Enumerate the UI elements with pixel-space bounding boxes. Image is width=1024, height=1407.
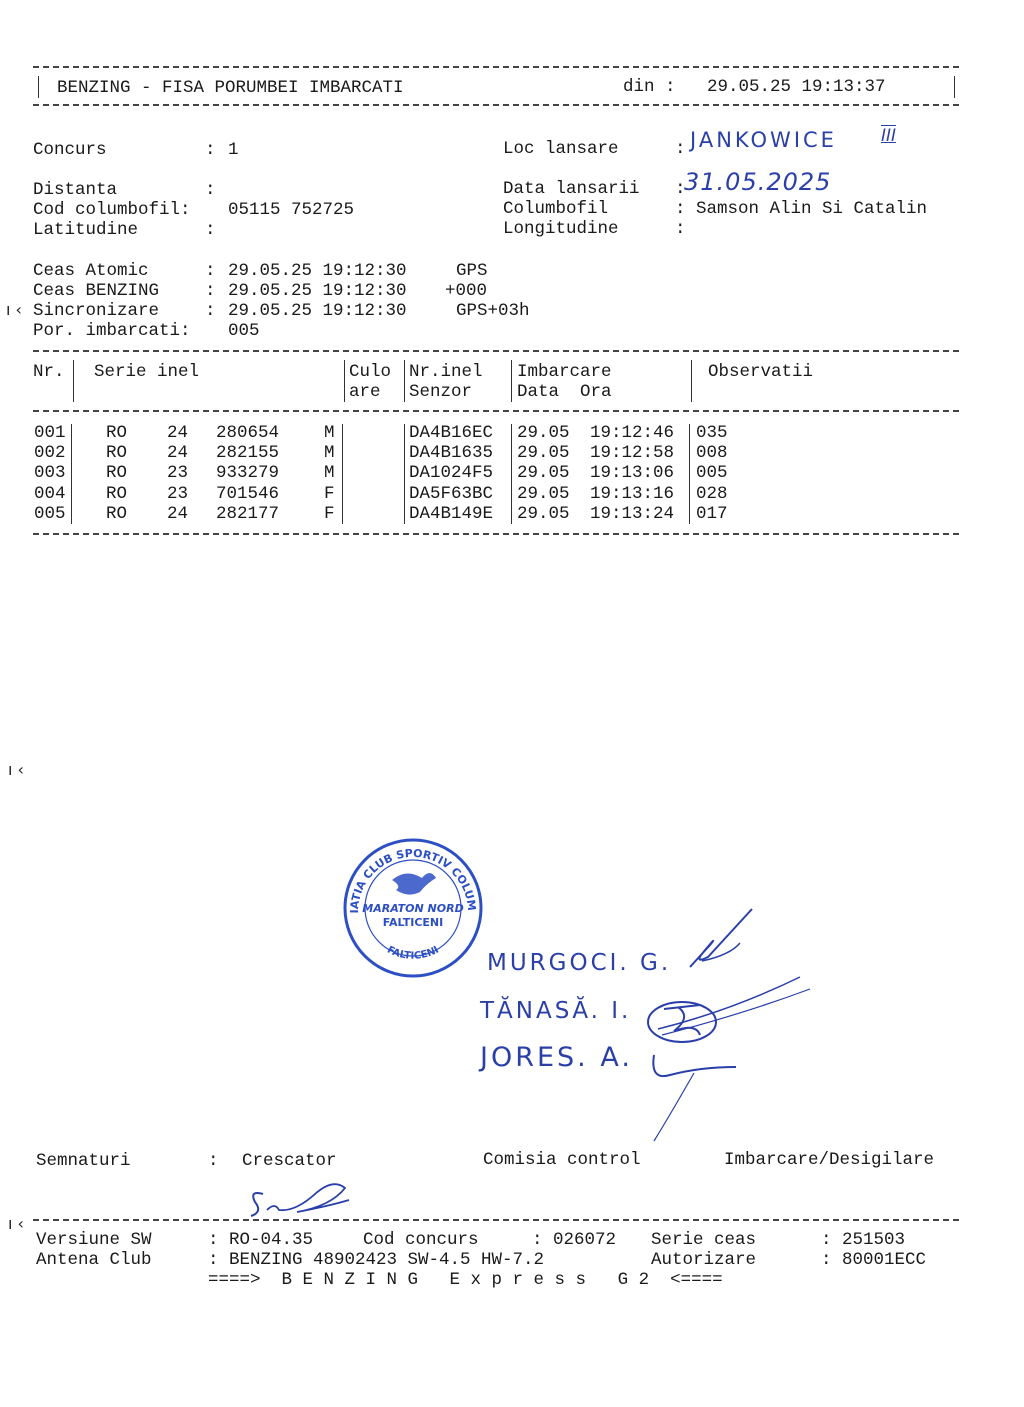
latitudine-colon: :: [205, 220, 216, 240]
concurs-label: Concurs: [33, 140, 107, 160]
cell-data: 29.05: [517, 423, 570, 443]
footer-top-rule: [33, 1219, 959, 1221]
cell-sex: M: [324, 463, 335, 484]
table-bottom-rule: [33, 533, 959, 535]
cell-data: 29.05: [517, 463, 570, 484]
distanta-colon: :: [205, 180, 216, 200]
ceas-benzing-suffix: +000: [445, 281, 488, 301]
sincronizare-value: 29.05.25 19:12:30: [228, 301, 407, 321]
cell-an: 23: [167, 483, 189, 504]
semnaturi-colon: :: [208, 1151, 219, 1171]
crescator-signature: [245, 1172, 355, 1224]
cell-tara: RO: [106, 423, 128, 443]
col-header-imbarcare-1: Imbarcare: [517, 362, 612, 382]
cell-tara: RO: [106, 503, 128, 524]
col-header-imbarcare-2: Data Ora: [517, 382, 612, 402]
ceas-benzing-label: Ceas BENZING: [33, 281, 160, 301]
cell-an: 23: [167, 463, 189, 484]
committee-name-3: JORES. A.: [480, 1042, 633, 1073]
col-header-culoare-2: are: [349, 382, 381, 402]
committee-name-1: MURGOCI. G.: [487, 950, 672, 976]
cell-sex: M: [324, 443, 335, 464]
latitudine-label: Latitudine: [33, 220, 139, 240]
header-din-label: din :: [623, 77, 676, 97]
header-din-value: 29.05.25 19:13:37: [707, 77, 886, 97]
cod-columbofil-label: Cod columbofil:: [33, 200, 191, 220]
ceas-atomic-value: 29.05.25 19:12:30: [228, 261, 407, 281]
cell-tara: RO: [106, 483, 128, 504]
cell-data: 29.05: [517, 483, 570, 504]
col-header-nr: Nr.: [33, 362, 65, 382]
sincronizare-colon: :: [205, 301, 216, 321]
cell-an: 24: [167, 423, 189, 443]
table-col-divider: [404, 360, 405, 402]
por-imbarcati-value: 005: [228, 321, 260, 341]
serie-ceas-value: : 251503: [821, 1230, 906, 1250]
por-imbarcati-label: Por. imbarcati:: [33, 321, 191, 341]
ceas-atomic-label: Ceas Atomic: [33, 261, 149, 281]
autorizare-value: : 80001ECC: [821, 1250, 927, 1270]
table-col-divider: [342, 424, 343, 524]
benzing-express-banner: ====> B E N Z I N G E x p r e s s G 2 <====: [208, 1270, 723, 1290]
cell-tara: RO: [106, 443, 128, 464]
data-lansarii-label: Data lansarii: [503, 179, 640, 199]
ceas-atomic-suffix: GPS: [456, 261, 488, 281]
antena-club-value: : BENZING 48902423 SW-4.5 HW-7.2: [208, 1250, 545, 1270]
col-header-nrinel-2: Senzor: [409, 382, 473, 402]
columbofil-value: Samson Alin Si Catalin: [696, 199, 928, 219]
cell-sex: F: [324, 503, 335, 524]
cell-nr: 004: [34, 483, 66, 504]
header-left-bar: [38, 76, 39, 98]
cell-senzor: DA4B1635: [409, 443, 494, 464]
header-bottom-rule: [33, 104, 959, 106]
cell-ora: 19:13:16: [590, 483, 675, 504]
committee-name-2: TĂNASĂ. I.: [480, 998, 632, 1024]
col-header-nrinel-1: Nr.inel: [409, 362, 483, 382]
crescator-label: Crescator: [242, 1151, 337, 1171]
committee-signatures: [640, 905, 820, 1145]
cell-observatii: 028: [696, 483, 728, 504]
antena-club-label: Antena Club: [36, 1250, 152, 1270]
cell-an: 24: [167, 443, 189, 464]
margin-mark: ı ‹: [6, 300, 22, 319]
col-header-serie: Serie inel: [94, 362, 200, 382]
cell-data: 29.05: [517, 503, 570, 524]
data-lansarii-colon: :: [675, 179, 686, 199]
concurs-value: 1: [228, 140, 239, 160]
ceas-benzing-value: 29.05.25 19:12:30: [228, 281, 407, 301]
cell-senzor: DA4B149E: [409, 503, 494, 524]
loc-lansare-colon: :: [675, 139, 686, 159]
cell-ora: 19:12:58: [590, 443, 675, 464]
versiune-sw-label: Versiune SW: [36, 1230, 152, 1250]
margin-mark: ı ‹: [8, 1214, 24, 1233]
cell-an: 24: [167, 503, 189, 524]
cell-ora: 19:13:06: [590, 463, 675, 484]
stamp-text-bottom: FALTICENI: [385, 944, 441, 962]
columbofil-colon: :: [675, 199, 686, 219]
cell-inel: 933279: [216, 463, 280, 484]
imbarcare-desigilare-label: Imbarcare/Desigilare: [724, 1150, 935, 1170]
club-stamp: [335, 828, 486, 978]
concurs-colon: :: [205, 140, 216, 160]
cell-inel: 282155: [216, 443, 280, 464]
ceas-benzing-colon: :: [205, 281, 216, 301]
columbofil-label: Columbofil: [503, 199, 609, 219]
header-right-bar: [954, 76, 955, 98]
autorizare-label: Autorizare: [651, 1250, 757, 1270]
cell-data: 29.05: [517, 443, 570, 464]
dove-icon: [392, 873, 436, 895]
serie-ceas-label: Serie ceas: [651, 1230, 757, 1250]
table-col-divider: [511, 360, 512, 402]
cell-nr: 005: [34, 503, 66, 524]
cell-tara: RO: [106, 463, 128, 484]
ceas-atomic-colon: :: [205, 261, 216, 281]
col-header-observatii: Observatii: [708, 362, 814, 382]
comisia-control-label: Comisia control: [483, 1150, 641, 1170]
cod-columbofil-value: 05115 752725: [228, 200, 355, 220]
table-top-rule: [33, 350, 959, 352]
cell-nr: 001: [34, 423, 66, 443]
semnaturi-label: Semnaturi: [36, 1151, 131, 1171]
cell-sex: M: [324, 423, 335, 443]
col-header-culoare-1: Culo: [349, 362, 392, 382]
cell-observatii: 035: [696, 423, 728, 443]
sincronizare-label: Sincronizare: [33, 301, 160, 321]
cell-senzor: DA1024F5: [409, 463, 494, 484]
loc-lansare-suffix-handwritten: III: [881, 126, 897, 146]
table-col-divider: [689, 424, 690, 524]
sincronizare-suffix: GPS+03h: [456, 301, 530, 321]
cell-inel: 282177: [216, 503, 280, 524]
longitudine-colon: :: [675, 219, 686, 239]
cell-nr: 003: [34, 463, 66, 484]
cell-sex: F: [324, 483, 335, 504]
table-header-rule: [33, 410, 959, 412]
loc-lansare-handwritten: JANKOWICE: [690, 128, 837, 152]
cell-ora: 19:13:24: [590, 503, 675, 524]
table-col-divider: [404, 424, 405, 524]
stamp-text-center-1: MARATON NORD: [362, 902, 464, 915]
table-col-divider: [71, 424, 72, 524]
header-title: BENZING - FISA PORUMBEI IMBARCATI: [57, 78, 404, 98]
cell-observatii: 005: [696, 463, 728, 484]
data-lansarii-handwritten: 31.05.2025: [684, 168, 832, 196]
cell-observatii: 017: [696, 503, 728, 524]
header-top-rule: [33, 66, 959, 68]
longitudine-label: Longitudine: [503, 219, 619, 239]
cell-nr: 002: [34, 443, 66, 464]
cell-observatii: 008: [696, 443, 728, 464]
stamp-text-top: ASOCIATIA CLUB SPORTIV COLUMBOFIL: [335, 828, 479, 914]
table-col-divider: [73, 360, 74, 402]
versiune-sw-value: : RO-04.35: [208, 1230, 314, 1250]
loc-lansare-label: Loc lansare: [503, 139, 619, 159]
cell-inel: 280654: [216, 423, 280, 443]
table-col-divider: [691, 360, 692, 402]
margin-mark: ı ‹: [8, 760, 24, 779]
distanta-label: Distanta: [33, 180, 118, 200]
cell-senzor: DA5F63BC: [409, 483, 494, 504]
table-col-divider: [511, 424, 512, 524]
stamp-text-center-2: FALTICENI: [382, 916, 444, 929]
cell-senzor: DA4B16EC: [409, 423, 494, 443]
cod-concurs-value: : 026072: [532, 1230, 617, 1250]
table-col-divider: [344, 360, 345, 402]
cell-inel: 701546: [216, 483, 280, 504]
cod-concurs-label: Cod concurs: [363, 1230, 479, 1250]
cell-ora: 19:12:46: [590, 423, 675, 443]
